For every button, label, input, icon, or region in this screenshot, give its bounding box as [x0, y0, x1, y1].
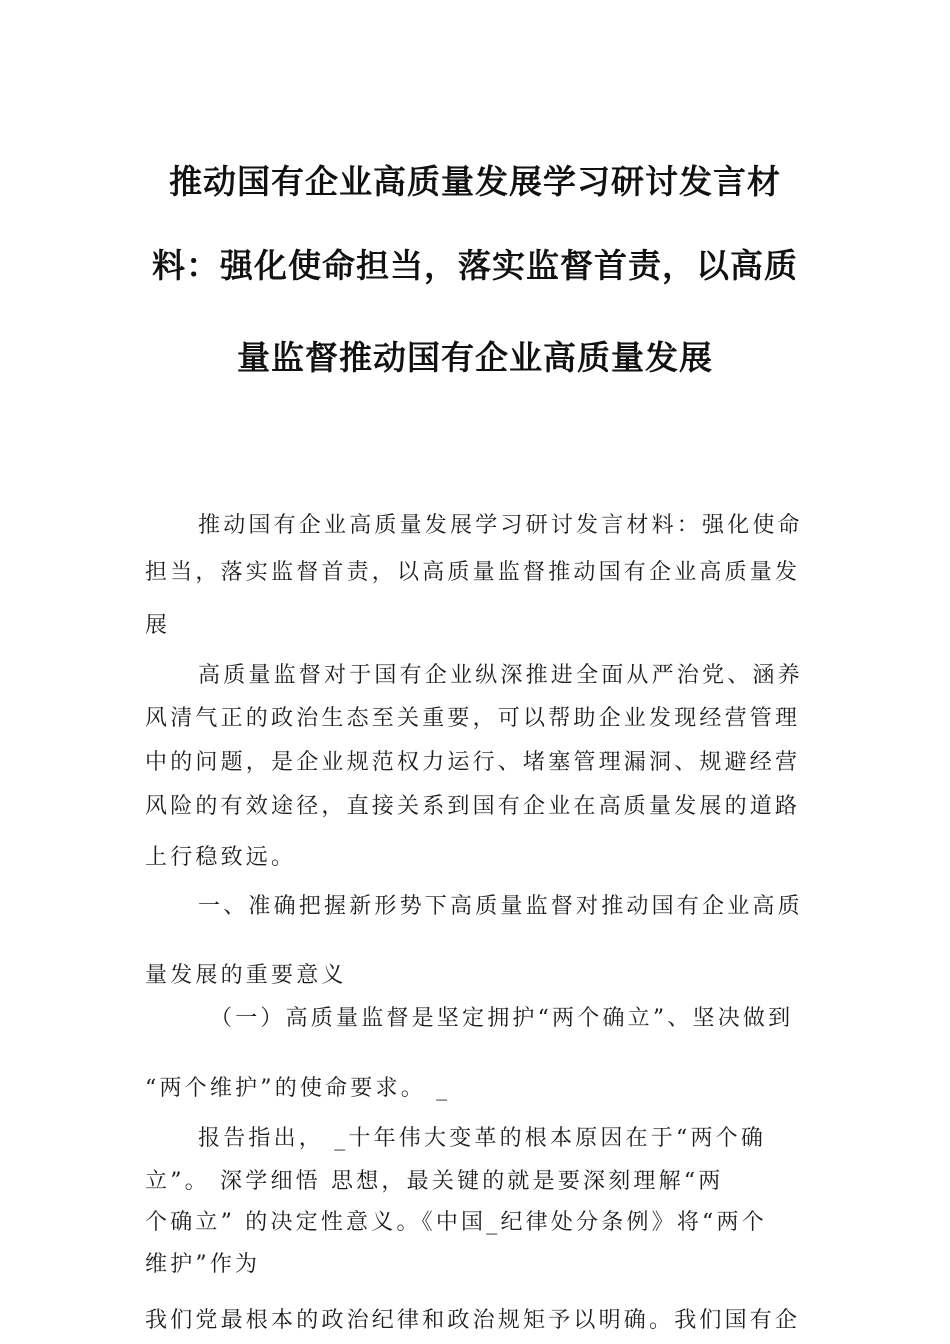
paragraph-1-line-1: 推动国有企业高质量发展学习研讨发言材料：强化使命 — [198, 513, 803, 538]
title-line-1: 推动国有企业高质量发展学习研讨发言材 — [169, 162, 781, 201]
subheading-1-line-1: （一）高质量监督是坚定拥护“两个确立”、坚决做到 — [210, 1006, 794, 1031]
title-line-2: 料：强化使命担当，落实监督首责，以高质 — [152, 246, 798, 285]
paragraph-2-line-1: 高质量监督对于国有企业纵深推进全面从严治党、涵养 — [198, 663, 803, 688]
section-heading-1-line-2: 量发展的重要意义 — [145, 963, 347, 988]
paragraph-3-line-1: 报告指出， _十年伟大变革的根本原因在于“两个确 — [198, 1126, 767, 1151]
paragraph-3-line-3: 个确立” 的决定性意义。《中国_纪律处分条例》将“两个 — [145, 1210, 767, 1235]
paragraph-2-line-4: 风险的有效途径，直接关系到国有企业在高质量发展的道路 — [145, 794, 801, 819]
paragraph-2-line-3: 中的问题，是企业规范权力运行、堵塞管理漏洞、规避经营 — [145, 750, 801, 775]
paragraph-3-line-4: 维护”作为 — [145, 1252, 261, 1277]
title-line-3: 量监督推动国有企业高质量发展 — [237, 338, 713, 377]
paragraph-1-line-2: 担当，落实监督首责，以高质量监督推动国有企业高质量发 — [145, 560, 801, 585]
paragraph-4-line-1: 我们党最根本的政治纪律和政治规矩予以明确。我们国有企 — [145, 1308, 801, 1333]
subheading-1-line-2: “两个维护”的使命要求。 _ — [145, 1076, 451, 1101]
paragraph-3-line-2: 立”。 深学细悟 思想，最关键的就是要深刻理解“两 — [145, 1169, 724, 1194]
paragraph-1-line-3: 展 — [145, 613, 171, 638]
paragraph-2-line-5: 上行稳致远。 — [145, 845, 297, 870]
paragraph-2-line-2: 风清气正的政治生态至关重要，可以帮助企业发现经营管理 — [145, 706, 801, 731]
section-heading-1-line-1: 一、准确把握新形势下高质量监督对推动国有企业高质 — [198, 894, 803, 919]
